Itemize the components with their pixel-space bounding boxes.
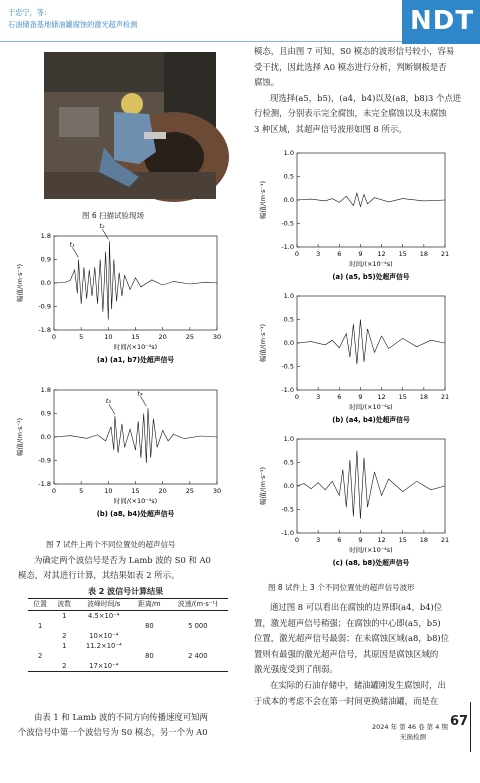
chart-fig8c [255,433,455,575]
annotation-arrow [72,248,78,258]
y-axis-label: 幅值/(m·s⁻¹) [16,417,24,457]
left-para1-line1: 为确定两个波信号是否为 Lamb 波的 S0 和 A0 [34,555,211,565]
x-tick-label: 30 [212,487,222,495]
y-tick-label: 0.0 [40,279,51,287]
chart-fig7a [12,222,227,372]
chart-fig7b [12,384,227,526]
table2-cell [28,641,52,651]
y-tick-label: -0.5 [281,505,294,514]
y-tick-label: -1.8 [38,480,51,488]
y-axis-label: 幅值/(m·s⁻¹) [16,263,24,303]
table2-row [28,661,228,672]
x-tick-label: 15 [131,487,140,495]
x-tick-label: 0 [51,487,57,495]
table2 [28,598,228,672]
footer-issue: 2024 年 第 46 卷 第 4 期 [372,723,448,731]
signal-line [297,193,445,207]
table2-cell: 1 [62,612,67,620]
table2-cell [168,631,228,641]
table2-cell [52,621,76,631]
right-text-line: 腐蚀。 [254,77,280,88]
x-tick-label: 10 [104,487,113,495]
fig8-caption: 图 8 试件上 3 个不同位置处的超声信号波形 [268,583,415,592]
y-tick-label: -1.0 [281,529,294,537]
y-tick-label: 1.0 [283,149,294,157]
table2-header: 波峰时间/s [76,599,131,611]
table2-header: 波速/(m·s⁻¹) [168,599,228,611]
y-tick-label: 0.5 [283,315,294,324]
y-tick-label: 1.8 [40,232,51,240]
table2-cell: 80 [145,622,154,630]
fig6-photo [44,52,216,199]
table2-row [28,611,228,622]
y-tick-label: -0.5 [281,362,294,371]
x-tick-label: 12 [377,393,386,401]
table2-cell [168,611,228,622]
x-tick-label: 3 [316,393,321,401]
annotation-label: t₂ [99,222,105,231]
table2-cell [76,621,131,631]
table2-header: 波数 [52,599,76,611]
table2-header: 距离/m [131,599,167,611]
x-tick-label: 9 [358,393,363,401]
annotation-label: t₁ [69,240,75,249]
x-tick-label: 18 [419,393,428,401]
fig7-caption: 图 7 试件上两个不同位置处的超声信号 [46,540,176,549]
y-tick-label: 0.9 [40,409,51,418]
table2-cell: 10×10⁻⁴ [89,632,119,640]
y-axis-label: 幅值/(m·s⁻¹) [259,466,267,506]
x-axis-label: 时间/(×10⁻⁴s) [113,343,158,351]
annotation-arrow [102,229,108,239]
x-tick-label: 20 [158,487,167,495]
y-tick-label: 0.0 [283,482,294,490]
right-text-line: 模态，且由图 7 可知，S0 模态的波形信号较小，容易 [254,46,455,56]
right-text-line: 3 种区域，其超声信号波形如图 8 所示。 [254,124,407,134]
table2-row [28,641,228,651]
x-tick-label: 15 [131,333,140,341]
table2-cell [28,631,52,641]
x-tick-label: 0 [294,393,300,401]
table2-row [28,651,228,661]
x-tick-label: 6 [337,250,342,258]
footer-journal: 无损检测 [400,733,426,741]
journal-logo: NDT [410,6,475,36]
y-tick-label: -1.8 [38,326,51,334]
table2-cell: 5 000 [188,622,208,630]
right-text-line: 在实际的石油存储中，储油罐刚发生腐蚀时，出 [270,680,446,690]
y-tick-label: 0.0 [283,339,294,347]
chart-fig8b [255,290,455,432]
signal-line [54,241,217,319]
y-tick-label: -1.0 [281,386,294,394]
chart-subtitle: (c) (a8, b8)处超声信号 [332,559,410,567]
right-text-line: 行检测，分别表示完全腐蚀，未完全腐蚀以及未腐蚀 [254,108,447,119]
x-axis-label: 时间/(×10⁻⁴s) [113,497,158,505]
x-tick-label: 15 [398,536,407,544]
fig6-caption: 图 6 扫描试验现场 [82,211,145,220]
right-text-line: 置则有最强的激光超声信号，其原因是腐蚀区域的 [254,648,439,659]
x-tick-label: 3 [316,250,321,258]
x-tick-label: 9 [358,250,363,258]
plot-frame [297,439,445,533]
chart-subtitle: (b) (a4, b4)处超声信号 [332,416,410,424]
table2-cell: 2 [37,652,43,660]
x-tick-label: 15 [398,393,407,401]
x-axis-label: 时间/(×10⁻⁴s) [349,546,393,554]
y-tick-label: -0.5 [281,219,294,228]
x-tick-label: 3 [316,536,321,544]
left-para2-line2: 个波信号中第一个波信号为 S0 模态，另一个为 A0 [18,727,208,737]
table2-cell [168,641,228,651]
table2-cell: 17×10⁻⁴ [76,661,131,672]
left-para1-line2: 模态，对其进行计算，其结果如表 2 所示。 [18,570,180,580]
x-tick-label: 0 [294,250,300,258]
x-axis-label: 时间/(×10⁻⁴s) [349,260,393,268]
right-text-line: 于成本的考虑不会在第一时间更换储油罐，而是在 [254,695,439,706]
table2-cell [76,651,131,661]
x-tick-label: 12 [377,250,386,258]
table2-cell [52,651,76,661]
chart-subtitle: (b) (a8, b4)处超声信号 [96,510,175,518]
left-para2-line1: 由表 1 和 Lamb 波的不同方向传播速度可知两 [34,712,208,722]
table2-cell: 11.2×10⁻⁴ [85,642,122,650]
right-text-line: 现选择(a5，b5)，(a4，b4)以及(a8，b8)3 个点进 [270,92,462,103]
x-axis-label: 时间/(×10⁻⁴s) [349,403,393,411]
annotation-arrow [109,404,115,414]
x-tick-label: 18 [419,250,428,258]
x-tick-label: 10 [104,333,113,341]
y-tick-label: 0.0 [283,196,294,204]
right-text-line: 置，激光超声信号稍强；在腐蚀的中心即(a5，b5) [254,617,441,628]
table2-cell: 2 [52,661,76,672]
running-header-title: 石油储备基地储油罐腐蚀的激光超声检测 [8,20,138,29]
plot-frame [297,296,445,390]
table2-cell: 2 400 [188,652,208,660]
annotation-arrow [140,396,146,406]
y-tick-label: 0.5 [283,172,294,181]
x-tick-label: 6 [337,393,342,401]
header-rule [0,41,402,42]
table2-cell [28,611,52,622]
y-tick-label: 0.0 [40,433,51,441]
table2-cell: 4.5×10⁻⁴ [88,612,120,620]
x-tick-label: 12 [377,536,386,544]
y-axis-label: 幅值/(m·s⁻¹) [259,180,267,220]
y-tick-label: -0.9 [38,456,51,465]
table2-cell [168,661,228,672]
x-tick-label: 25 [185,487,194,495]
right-text-line: 受干扰，因此选择 A0 模态进行分析，判断钢板是否 [254,61,447,72]
x-tick-label: 30 [212,333,222,341]
table2-header: 位置 [28,599,52,611]
x-tick-label: 21 [440,393,450,401]
y-tick-label: 1.0 [283,435,294,443]
signal-line [297,320,445,365]
y-axis-label: 幅值/(m·s⁻¹) [259,323,267,363]
y-tick-label: 1.8 [40,386,51,394]
chart-subtitle: (a) (a5, b5)处超声信号 [332,273,410,281]
running-header-authors: 于忠宁，等： [8,8,52,17]
table2-cell [131,631,167,641]
x-tick-label: 5 [79,333,84,341]
x-tick-label: 21 [440,536,450,544]
annotation-label: t₄ [137,389,143,398]
table2-cell: 80 [145,652,154,660]
x-tick-label: 6 [337,536,342,544]
x-tick-label: 18 [419,536,428,544]
table2-title: 表 2 波信号计算结果 [88,587,164,596]
x-tick-label: 25 [185,333,194,341]
right-text-line: 激光强度受到了削弱。 [254,664,338,675]
plot-frame [54,236,217,330]
table2-cell [131,661,167,672]
x-tick-label: 5 [79,487,84,495]
table2-row [28,631,228,641]
page-number: 67 [450,714,469,729]
footer-rule [470,702,471,752]
y-tick-label: -0.9 [38,302,51,311]
table2-cell: 2 [62,632,67,640]
y-tick-label: -1.0 [281,243,294,251]
annotation-label: t₃ [105,397,112,406]
chart-subtitle: (a) (a1, b7)处超声信号 [96,356,175,364]
x-tick-label: 0 [51,333,57,341]
x-tick-label: 15 [398,250,407,258]
x-tick-label: 21 [440,250,450,258]
signal-line [297,451,445,519]
y-tick-label: 0.5 [283,458,294,467]
chart-fig8a [255,147,455,289]
y-tick-label: 1.0 [283,292,294,300]
signal-line [54,408,217,463]
table2-row [28,621,228,631]
x-tick-label: 20 [158,333,167,341]
right-text-line: 位置，激光超声信号最弱；在未腐蚀区域(a8，b8)位 [254,633,450,644]
table2-cell: 1 [62,642,67,650]
x-tick-label: 0 [294,536,300,544]
x-tick-label: 9 [358,536,363,544]
table2-cell [131,611,167,622]
y-tick-label: 0.9 [40,255,51,264]
table2-cell: 1 [37,622,43,630]
table2-cell [131,641,167,651]
right-text-line: 通过图 8 可以看出在腐蚀的边界即(a4，b4)位 [270,602,443,612]
table2-cell [28,661,52,672]
